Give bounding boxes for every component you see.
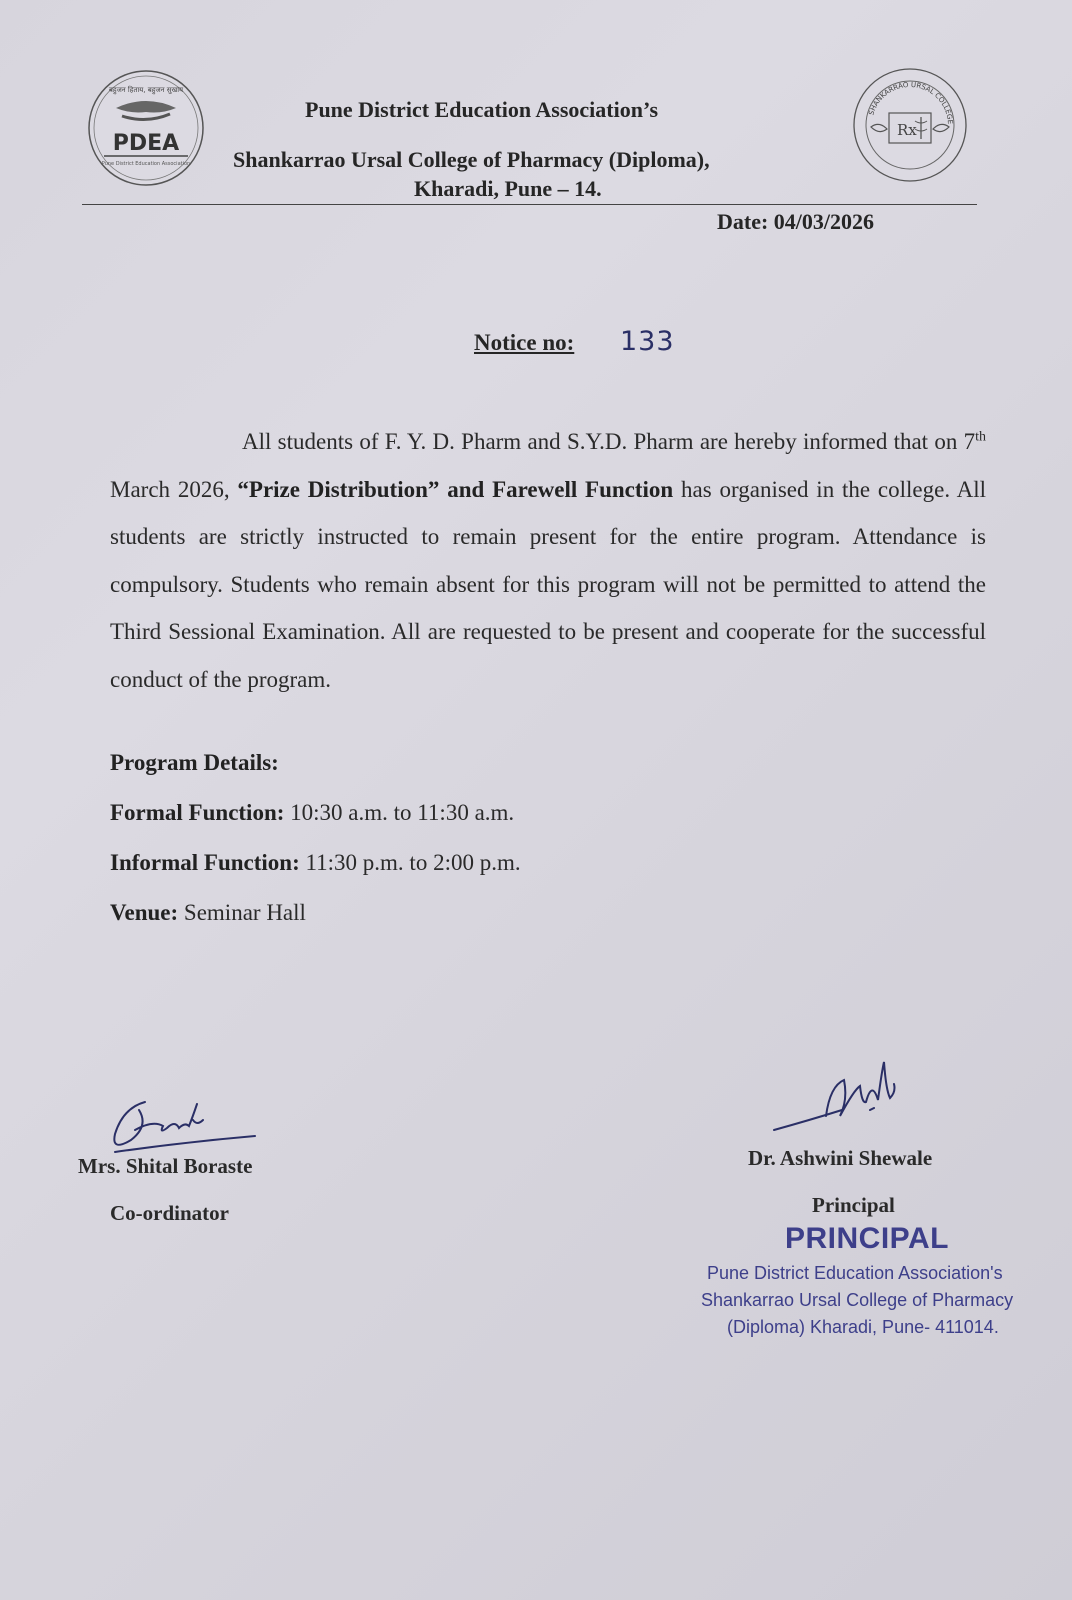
header-divider: [82, 204, 977, 205]
informal-function-line: [110, 850, 521, 876]
formal-label: Formal Function:: [110, 800, 285, 825]
venue-value: Seminar Hall: [178, 900, 306, 925]
body-text-b: March 2026,: [110, 476, 238, 502]
svg-text:Pune District Education Associ: Pune District Education Association: [101, 161, 191, 167]
svg-text:PDEA: PDEA: [112, 131, 180, 156]
notice-label: Notice no:: [474, 330, 575, 355]
coordinator-name: Mrs. Shital Boraste: [78, 1154, 253, 1178]
notice-date: Date: 04/03/2026: [717, 209, 875, 234]
notice-body: [110, 418, 986, 703]
college-seal-logo: [849, 65, 971, 185]
notice-number: 133: [620, 326, 675, 357]
program-heading: Program Details:: [110, 750, 279, 775]
body-superscript: th: [975, 429, 986, 445]
pdea-logo: [82, 68, 210, 188]
principal-stamp-title: PRINCIPAL: [785, 1222, 949, 1255]
svg-text:Rx: Rx: [897, 121, 917, 139]
college-address: Kharadi, Pune – 14.: [414, 176, 602, 201]
venue-label: Venue:: [110, 900, 179, 925]
stamp-line-1: Pune District Education Association's: [707, 1263, 1003, 1283]
principal-role: Principal: [812, 1193, 895, 1217]
formal-function-line: [110, 800, 514, 826]
formal-value: 10:30 a.m. to 11:30 a.m.: [284, 800, 515, 825]
svg-text:बहुजन हिताय, बहुजन सुखाय: बहुजन हिताय, बहुजन सुखाय: [108, 86, 184, 94]
venue-line: [110, 900, 306, 926]
stamp-line-2: Shankarrao Ursal College of Pharmacy: [701, 1290, 1014, 1310]
principal-name: Dr. Ashwini Shewale: [748, 1146, 933, 1170]
informal-label: Informal Function:: [110, 850, 300, 875]
principal-signature: [770, 1050, 910, 1145]
body-text-a: All students of F. Y. D. Pharm and S.Y.D. Pharm are hereby informed that on 7: [242, 429, 976, 454]
coordinator-signature: [105, 1090, 260, 1160]
coordinator-role: Co-ordinator: [110, 1201, 229, 1225]
stamp-line-3: (Diploma) Kharadi, Pune- 411014.: [727, 1317, 999, 1337]
body-text-c: has organised in the college. All students are strictly instructed to remain present for the entire program. Attendance is compulsory. Students who remain absent for this program will not be permitted to attend the Third Sessional Examination. All are requested to be present and cooperate for the successful conduct of the program.: [110, 476, 986, 692]
informal-value: 11:30 p.m. to 2:00 p.m.: [299, 850, 521, 875]
svg-text:SHANKARRAO URSAL COLLEGE: SHANKARRAO URSAL COLLEGE: [867, 80, 955, 125]
association-name: Pune District Education Association’s: [305, 97, 659, 122]
body-bold-text: “Prize Distribution” and Farewell Function: [237, 476, 674, 502]
college-name: Shankarrao Ursal College of Pharmacy (Diploma),: [233, 147, 710, 172]
